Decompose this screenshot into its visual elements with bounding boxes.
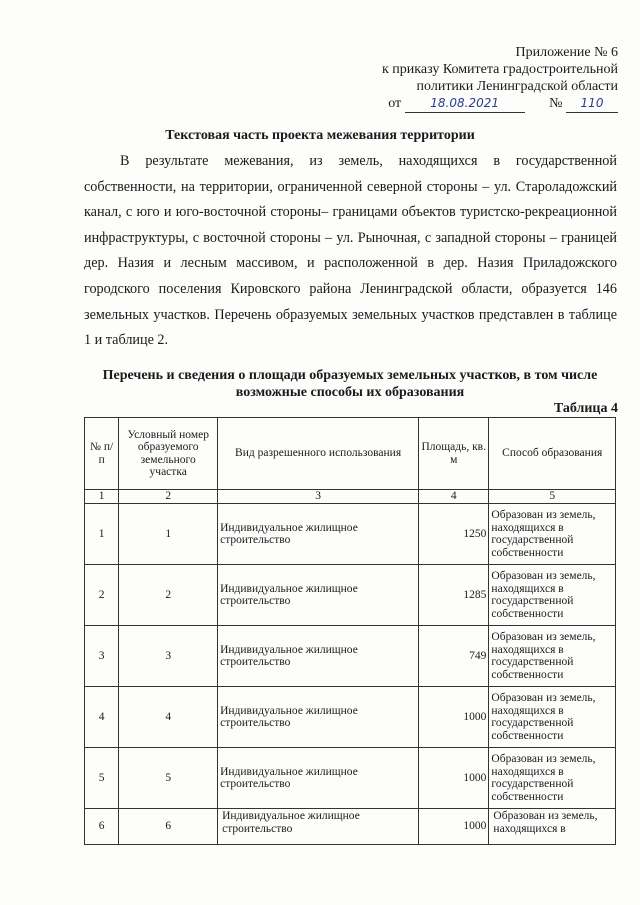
table-label: Таблица 4	[553, 401, 618, 416]
cell-method: Образован из земель, находящихся в государственной собственности	[489, 504, 616, 565]
cell-use-text: Индивидуальное жилищное строительство	[222, 810, 360, 835]
cell-use: Индивидуальное жилищное строительство	[218, 565, 419, 626]
col-number: 2	[119, 490, 218, 504]
cell-use: Индивидуальное жилищное строительство	[218, 626, 419, 687]
cell-num: 5	[85, 748, 119, 809]
order-reference: к приказу Комитета градостроительной	[382, 62, 618, 77]
header-area: Площадь, кв. м	[419, 418, 489, 490]
table-row	[85, 809, 616, 845]
cell-area: 1000	[419, 748, 489, 809]
appendix-header	[382, 44, 618, 113]
table-title: Перечень и сведения о площади образуемых земельных участков, в том числе возможные способы их образования	[102, 368, 598, 400]
col-number: 4	[419, 490, 489, 504]
cell-num: 2	[85, 565, 119, 626]
table-header-row	[85, 418, 616, 490]
table-row	[85, 626, 616, 687]
table-row	[85, 565, 616, 626]
cell-cond-number: 3	[119, 626, 218, 687]
cell-method-text: Образован из земель, находящихся в	[493, 810, 598, 835]
table-row	[85, 748, 616, 809]
col-number: 1	[85, 490, 119, 504]
order-date-line	[382, 95, 618, 113]
cell-cond-number: 4	[119, 687, 218, 748]
body-text	[84, 149, 617, 354]
cell-use: Индивидуальное жилищное строительство	[218, 504, 419, 565]
column-number-row	[85, 490, 616, 504]
date-prefix: от	[388, 96, 402, 111]
cell-num: 6	[85, 809, 119, 845]
header-use: Вид разрешенного использования	[218, 418, 419, 490]
cell-method: Образован из земель, находящихся в государственной собственности	[489, 626, 616, 687]
cell-method: Образован из земель, находящихся в государственной собственности	[489, 565, 616, 626]
committee-name: политики Ленинградской области	[416, 79, 618, 94]
cell-cond-number: 2	[119, 565, 218, 626]
appendix-number: Приложение № 6	[515, 45, 618, 60]
parcels-table	[84, 417, 616, 845]
handwritten-number: 110	[566, 95, 618, 113]
cell-cond-number: 6	[119, 809, 218, 845]
handwritten-date: 18.08.2021	[405, 95, 525, 113]
cell-use: Индивидуальное жилищное строительство	[218, 748, 419, 809]
cell-use: Индивидуальное жилищное строительство	[218, 687, 419, 748]
cell-area: 1250	[419, 504, 489, 565]
cell-method: Образован из земель, находящихся в государственной собственности	[489, 687, 616, 748]
col-number: 5	[489, 490, 616, 504]
body-paragraph: В результате межевания, из земель, находящихся в государственной собственности, на территории, ограниченной северной стороны – ул. Староладожский канал, с юго и юго-восточной стороны– границами объектов туристско-рекреационной инфраструктуры, с восточной стороны – ул. Рыночная, с западной стороны – границей дер. Назия и лесным массивом, и расположенной в дер. Назия Приладожского городского поселения Кировского района Ленинградской области, образуется 146 земельных участков. Перечень образуемых земельных участков представлен в таблице 1 и таблице 2.	[84, 153, 617, 349]
cell-use	[218, 809, 419, 845]
number-prefix: №	[549, 96, 563, 111]
header-cond-number: Условный номер образуемого земельного участка	[119, 418, 218, 490]
cell-cond-number: 5	[119, 748, 218, 809]
header-num: № п/п	[85, 418, 119, 490]
document-title: Текстовая часть проекта межевания территории	[165, 128, 475, 143]
cell-num: 1	[85, 504, 119, 565]
cell-num: 3	[85, 626, 119, 687]
cell-method: Образован из земель, находящихся в государственной собственности	[489, 748, 616, 809]
cell-area: 1000	[419, 687, 489, 748]
cell-num: 4	[85, 687, 119, 748]
cell-cond-number: 1	[119, 504, 218, 565]
header-method: Способ образования	[489, 418, 616, 490]
table-row	[85, 504, 616, 565]
cell-area: 1285	[419, 565, 489, 626]
cell-area: 749	[419, 626, 489, 687]
cell-method	[489, 809, 616, 845]
cell-area: 1000	[419, 809, 489, 845]
table-row	[85, 687, 616, 748]
col-number: 3	[218, 490, 419, 504]
